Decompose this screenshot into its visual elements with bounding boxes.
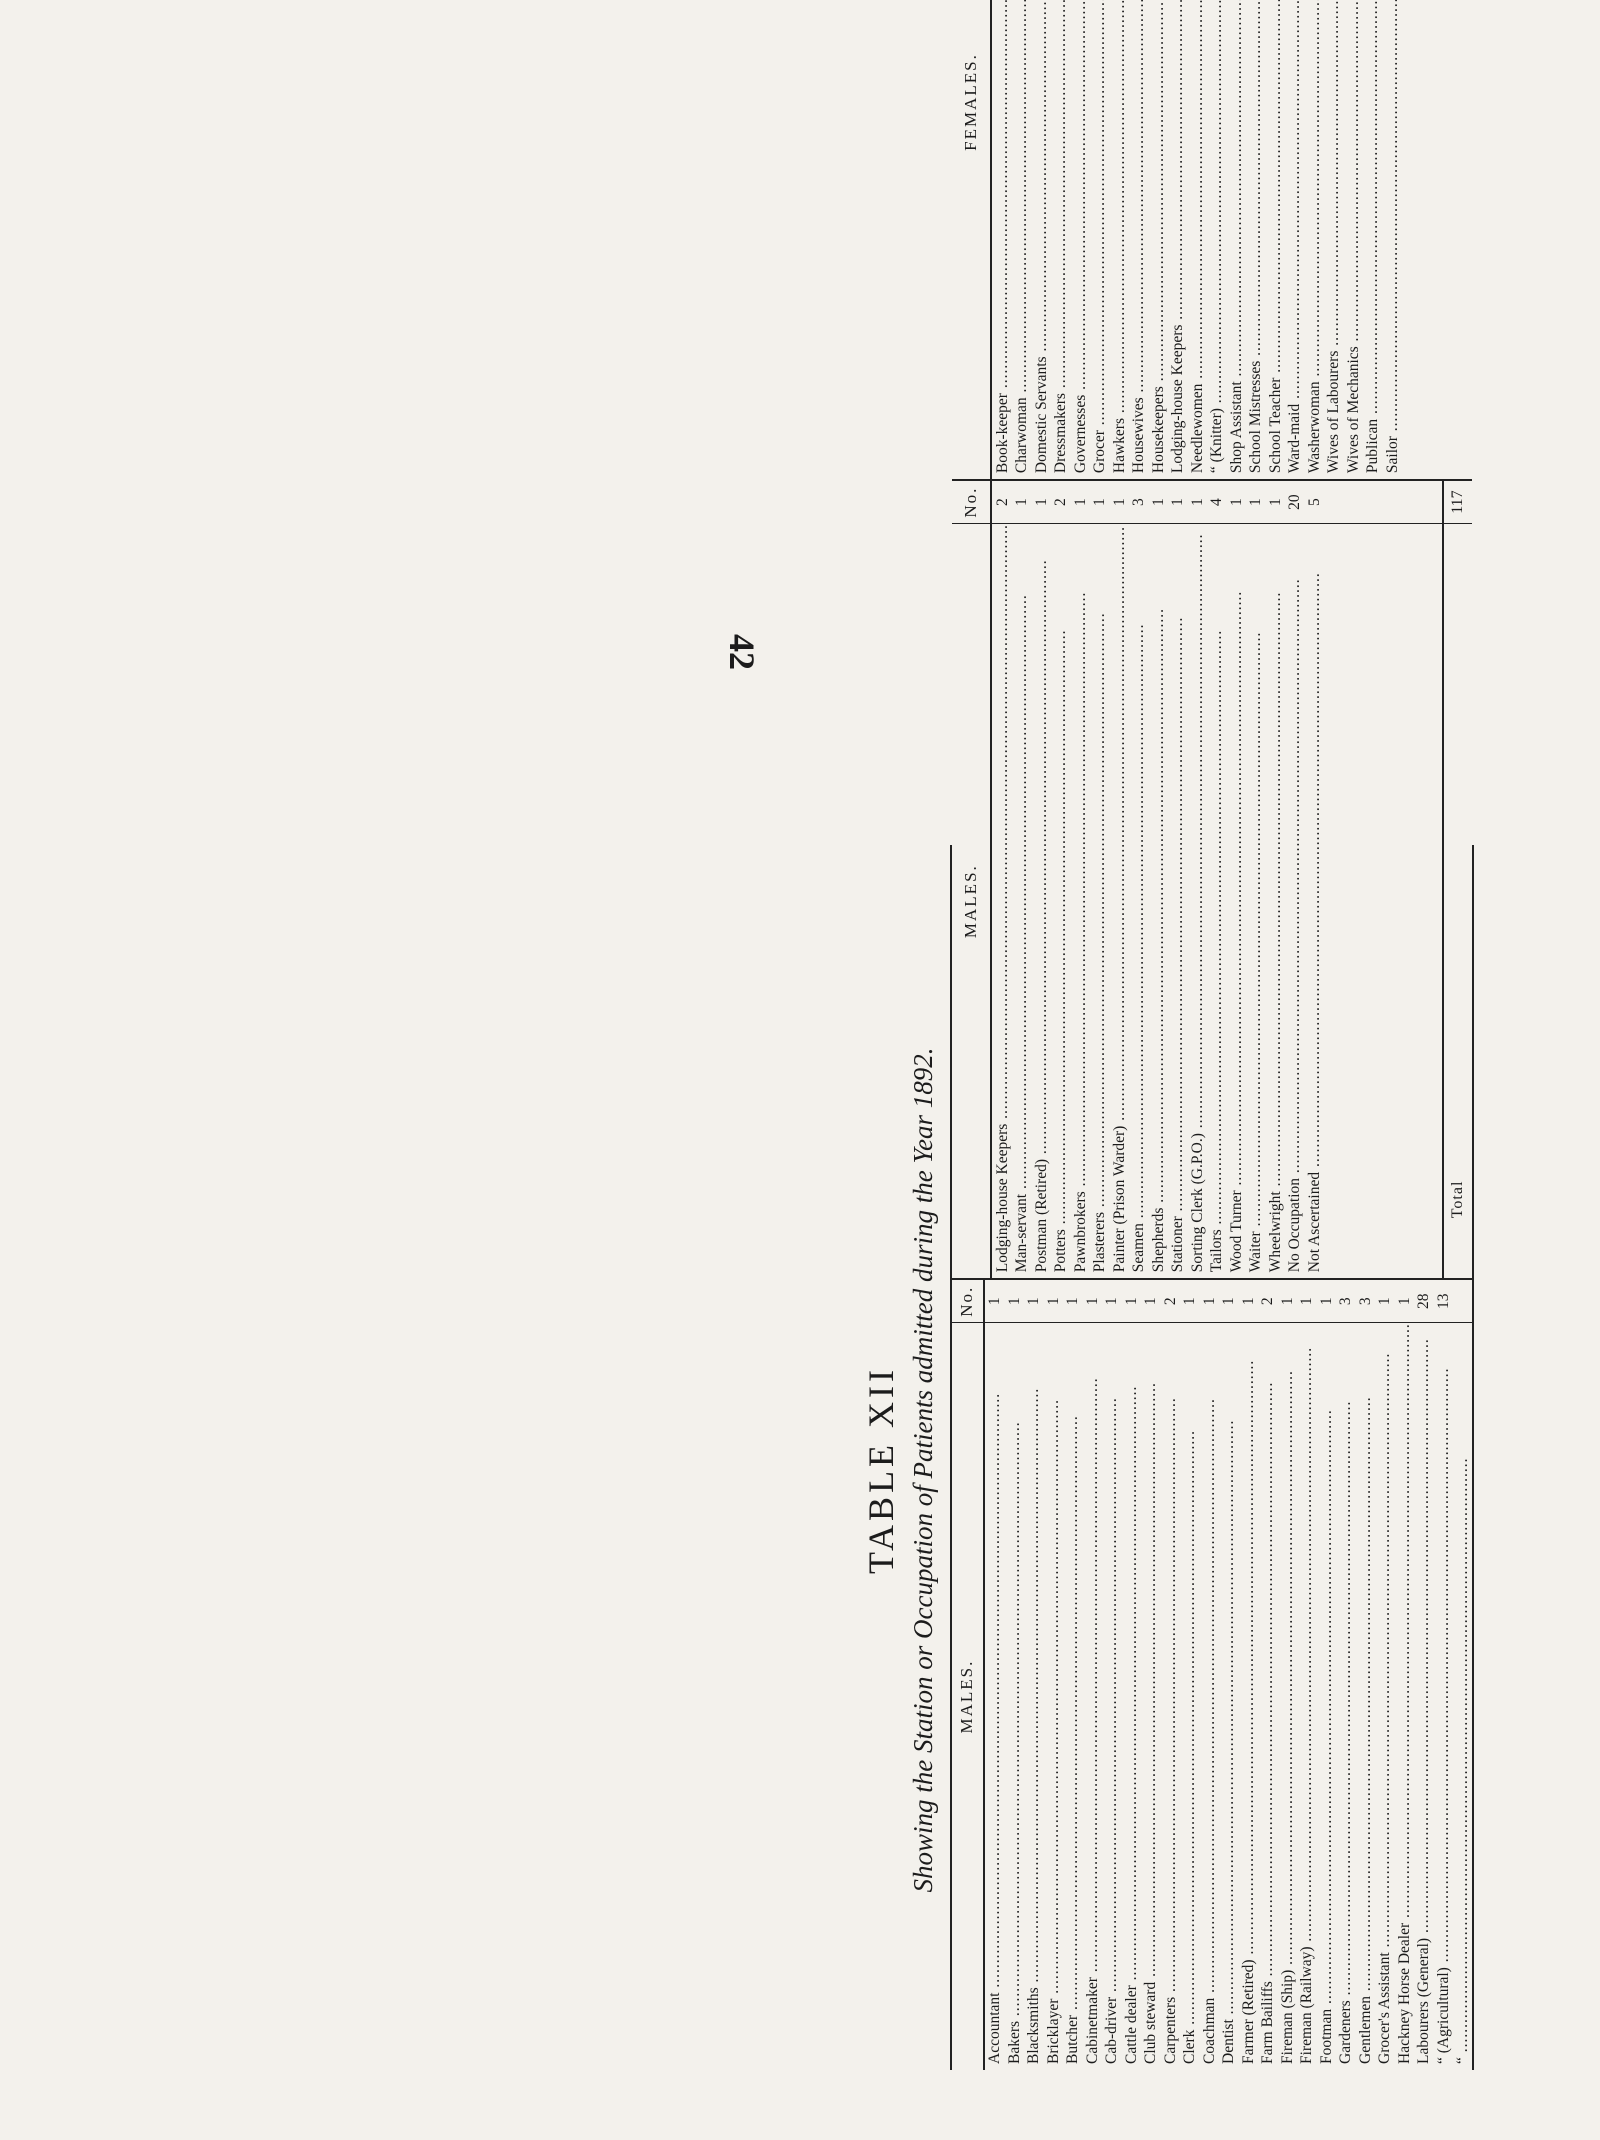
table-row [1285,0,1305,479]
occupation-name: Bricklayer ..... [1045,1323,1063,2070]
table-row [1226,0,1246,479]
occupation-name: Carpenters ..... [1162,1323,1180,2070]
table-row [1129,0,1149,479]
table-row [1363,0,1383,479]
occupation-name: Hawkers ..... [1111,0,1129,479]
occupation-count: 1 [1199,1280,1219,1323]
table-row [1187,481,1207,1278]
occupation-name: Not Ascertained ..... [1306,524,1324,1278]
table-row [1297,1280,1317,2070]
occupation-name: Potters ..... [1052,524,1070,1278]
table-subtitle: Showing the Station or Occupation of Patients admitted during the Year 1892. [908,1047,938,1893]
occupation-name: Fireman (Ship) ..... [1279,1323,1297,2070]
table-column [952,0,1472,479]
table-row [1265,0,1285,479]
occupation-count: 3 [1336,1280,1356,1323]
table-row [1160,1280,1180,2070]
table-row [1277,1280,1297,2070]
table-row [1285,481,1305,1278]
table-row [1246,481,1266,1278]
occupation-count: 1 [1090,481,1110,524]
occupation-name: Stationer ..... [1169,524,1187,1278]
occupation-count: 3 [1355,1280,1375,1323]
occupation-name: Sorting Clerk (G.P.O.) ..... [1189,524,1207,1278]
table-row [1304,0,1324,479]
table-row [1382,0,1402,479]
table-row [1246,0,1266,479]
column-header-label: FEMALES. [961,53,980,151]
table-row [1207,481,1227,1278]
table-row [1187,0,1207,479]
column-header-no: No. [952,481,990,524]
occupation-name: Hackney Horse Dealer ..... [1396,1323,1414,2070]
table-row [1121,1280,1141,2070]
occupation-count [1453,1280,1473,1323]
occupation-name: “ ..... [1454,1323,1472,2070]
occupation-name: Wheelwright ..... [1267,524,1285,1278]
occupation-name: Housewives ..... [1130,0,1148,479]
page [800,53,1600,2140]
occupation-name: Gentlemen ..... [1357,1323,1375,2070]
occupation-count: 1 [1031,481,1051,524]
occupation-count: 1 [1226,481,1246,524]
occupation-count: 1 [1316,1280,1336,1323]
table-row [1031,0,1051,479]
table-row [1394,1280,1414,2070]
occupation-name: Lodging-house Keepers ..... [994,524,1012,1278]
filler-right [1324,481,1443,524]
table-row [1129,481,1149,1278]
table-row [1063,1280,1083,2070]
table-row [1031,481,1051,1278]
table-row [1336,1280,1356,2070]
occupation-count: 1 [1265,481,1285,524]
occupation-name: Footman ..... [1318,1323,1336,2070]
occupation-name: Cattle dealer ..... [1123,1323,1141,2070]
occupation-name: Publican ..... [1364,0,1382,479]
occupation-count: 1 [1187,481,1207,524]
occupation-name: Wives of Labourers ..... [1325,0,1343,479]
occupation-count: 1 [1121,1280,1141,1323]
table-row [1024,1280,1044,2070]
column-header-label: MALES. [957,1659,977,1734]
occupation-count: 1 [1180,1280,1200,1323]
occupation-name: Plasterers ..... [1091,524,1109,1278]
page-number: 42 [722,634,762,670]
row-list [992,0,1472,479]
occupation-name: Needlewomen ..... [1189,0,1207,479]
table-row [1012,0,1032,479]
occupation-count: 1 [1375,1280,1395,1323]
column-header-no: No. [952,1280,983,1323]
table-row [1258,1280,1278,2070]
occupation-name: Fireman (Railway) ..... [1298,1323,1316,2070]
table-row [1090,481,1110,1278]
occupation-name: Lodging-house Keepers ..... [1169,0,1187,479]
occupation-count: 2 [1160,1280,1180,1323]
occupation-name: Housekeepers ..... [1150,0,1168,479]
occupation-count: 1 [1148,481,1168,524]
occupation-count: 1 [1070,481,1090,524]
table-row [985,1280,1005,2070]
occupation-count: 2 [1258,1280,1278,1323]
occupation-count: 4 [1207,481,1227,524]
occupation-count: 1 [1012,481,1032,524]
occupation-table [950,53,1474,2070]
table-row [1324,0,1344,479]
occupation-name: Tailors ..... [1208,524,1226,1278]
occupation-count: 1 [1246,481,1266,524]
table-row [1180,1280,1200,2070]
occupation-name: Shop Assistant ..... [1228,0,1246,479]
occupation-name: Dentist ..... [1220,1323,1238,2070]
occupation-name: Sailor ..... [1384,0,1402,479]
occupation-count: 13 [1433,1280,1453,1323]
table-row [1199,1280,1219,2070]
column-header-label: MALES. [961,864,980,939]
occupation-count: 1 [1024,1280,1044,1323]
table-row [1207,0,1227,479]
table-column [952,1278,1472,2070]
occupation-name: Accountant ..... [986,1323,1004,2070]
occupation-name: Postman (Retired) ..... [1033,524,1051,1278]
table-row [1265,481,1285,1278]
table-row [992,481,1012,1278]
occupation-name: Ward-maid ..... [1286,0,1304,479]
occupation-count: 1 [1141,1280,1161,1323]
total-row [1442,481,1472,1278]
occupation-name: Dressmakers ..... [1052,0,1070,479]
occupation-name: Pawnbrokers ..... [1072,524,1090,1278]
table-row [1316,1280,1336,2070]
occupation-name: “ (Agricultural) ..... [1435,1323,1453,2070]
occupation-count: 3 [1129,481,1149,524]
occupation-count: 1 [1277,1280,1297,1323]
occupation-name: Painter (Prison Warder) ..... [1111,524,1129,1278]
occupation-name: Waiter ..... [1247,524,1265,1278]
occupation-count: 1 [1168,481,1188,524]
total-value: 117 [1444,481,1472,524]
occupation-count: 1 [1109,481,1129,524]
table-row [1051,0,1071,479]
occupation-name: Farm Bailiffs ..... [1259,1323,1277,2070]
table-row [1168,0,1188,479]
table-row [1375,1280,1395,2070]
occupation-count: 1 [1219,1280,1239,1323]
table-row [1043,1280,1063,2070]
occupation-name: Farmer (Retired) ..... [1240,1323,1258,2070]
row-filler [1402,0,1473,479]
table-row [1102,1280,1122,2070]
rotated-page [800,53,1600,2140]
occupation-count: 1 [1004,1280,1024,1323]
occupation-count: 1 [1297,1280,1317,1323]
occupation-name: Bakers ..... [1006,1323,1024,2070]
table-row [1109,0,1129,479]
total-label: Total [1449,1180,1466,1219]
table-row [1070,481,1090,1278]
occupation-name: Labourers (General) ..... [1415,1323,1433,2070]
occupation-name: Gardeners ..... [1337,1323,1355,2070]
occupation-name: Grocer ..... [1091,0,1109,479]
occupation-name: Club steward ..... [1142,1323,1160,2070]
occupation-name: Wood Turner ..... [1228,524,1246,1278]
occupation-count: 2 [992,481,1012,524]
occupation-name: Grocer's Assistant ..... [1376,1323,1394,2070]
table-row [1148,0,1168,479]
occupation-count: 5 [1304,481,1324,524]
occupation-name: School Teacher ..... [1267,0,1285,479]
occupation-name: No Occupation ..... [1286,524,1304,1278]
occupation-name: Cab-driver ..... [1103,1323,1121,2070]
table-row [1141,1280,1161,2070]
table-title: TABLE XII [861,1365,901,1575]
table-row [1414,1280,1434,2070]
table-row [1090,0,1110,479]
occupation-name: Charwoman ..... [1013,0,1031,479]
occupation-name: Seamen ..... [1130,524,1148,1278]
row-filler [1324,481,1443,1278]
occupation-count: 1 [1043,1280,1063,1323]
table-row [1004,1280,1024,2070]
occupation-name: School Mistresses ..... [1247,0,1265,479]
table-row [1051,481,1071,1278]
row-list [992,481,1442,1278]
occupation-name: Cabinetmaker ..... [1084,1323,1102,2070]
occupation-count: 2 [1051,481,1071,524]
occupation-count: 28 [1414,1280,1434,1323]
row-list [985,1280,1473,2070]
table-row [1012,481,1032,1278]
table-row [1304,481,1324,1278]
occupation-count: 1 [1082,1280,1102,1323]
occupation-name: Governesses ..... [1072,0,1090,479]
table-row [1148,481,1168,1278]
occupation-name: Clerk ..... [1181,1323,1199,2070]
table-row [1168,481,1188,1278]
occupation-name: Blacksmiths ..... [1025,1323,1043,2070]
table-column [952,479,1472,1278]
filler-left [1324,524,1443,1278]
occupation-count: 1 [985,1280,1005,1323]
occupation-name: Wives of Mechanics ..... [1345,0,1363,479]
occupation-name: Coachman ..... [1201,1323,1219,2070]
occupation-count: 20 [1285,481,1305,524]
table-row [1109,481,1129,1278]
occupation-count: 1 [1238,1280,1258,1323]
occupation-count: 1 [1063,1280,1083,1323]
table-row [1343,0,1363,479]
table-row [1082,1280,1102,2070]
table-row [1219,1280,1239,2070]
table-row [1355,1280,1375,2070]
table-row [992,0,1012,479]
table-row [1238,1280,1258,2070]
occupation-name: Shepherds ..... [1150,524,1168,1278]
table-row [1433,1280,1453,2070]
occupation-count: 1 [1102,1280,1122,1323]
occupation-name: Butcher ..... [1064,1323,1082,2070]
column-header [952,1280,985,2070]
occupation-name: Book-keeper ..... [994,0,1012,479]
table-row [1070,0,1090,479]
occupation-name: Man-servant ..... [1013,524,1031,1278]
occupation-name: Domestic Servants ..... [1033,0,1051,479]
occupation-count: 1 [1394,1280,1414,1323]
column-header [952,481,992,1278]
filler-left [1402,0,1473,479]
table-row [1226,481,1246,1278]
column-header [952,0,992,479]
table-row [1453,1280,1473,2070]
occupation-name: Washerwoman ..... [1306,0,1324,479]
occupation-name: “ (Knitter) ..... [1208,0,1226,479]
